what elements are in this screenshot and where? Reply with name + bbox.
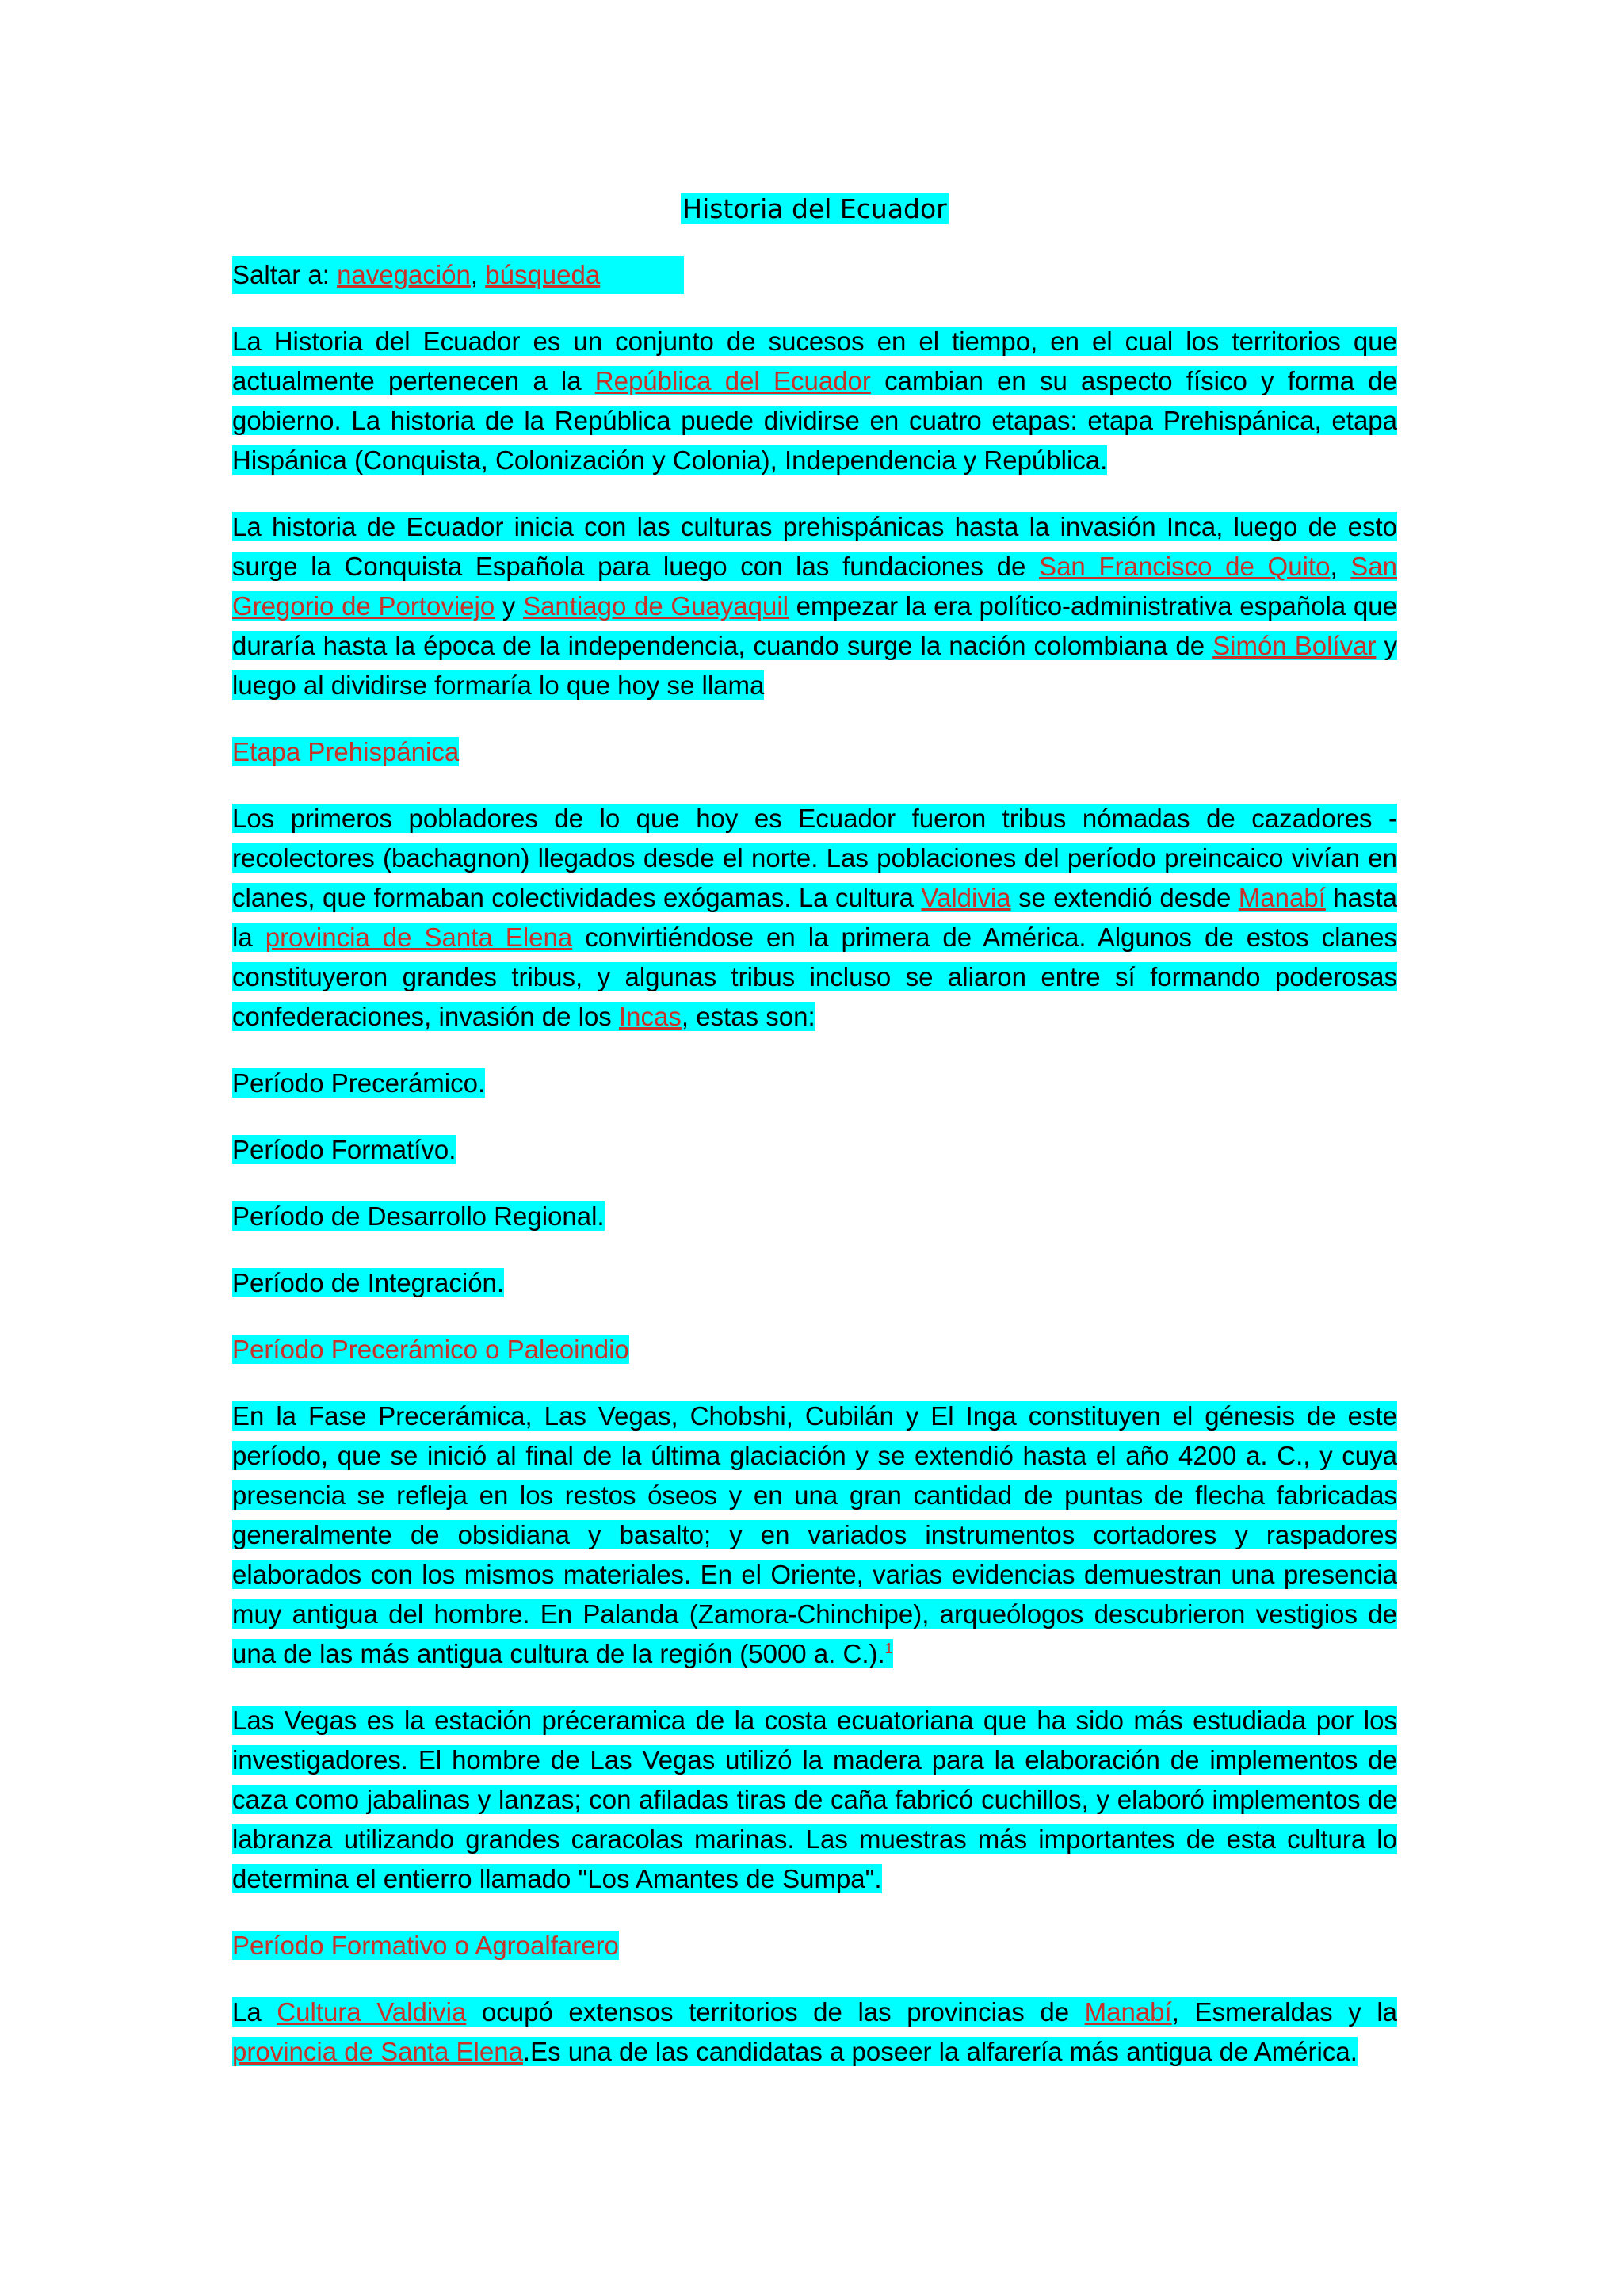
link-manabi[interactable]: Manabí [1084,1997,1172,2027]
search-link[interactable]: búsqueda [485,260,601,289]
text-run: La [232,1997,277,2027]
period-item [232,1064,1397,1103]
text-run: En la Fase Precerámica, Las Vegas, Chobshi, Cubilán y El Inga constituyen el génesis de este período, que se inició al final de la última glaciación y se extendió hasta el año 4200 a. C., y cuya presencia se refleja en los restos óseos y en una gran cantidad de puntas de flecha fabricadas generalmente de obsidiana y basalto; y en variados instrumentos cortadores y raspadores elaborados con los mismos materiales. En el Oriente, varias evidencias demuestran una presencia muy antigua del hombre. En Palanda (Zamora-Chinchipe), arqueólogos descubrieron vestigios de una de las más antigua cultura de la región (5000 a. C.). [232,1401,1397,1668]
preceramica-paragraph [232,1396,1397,1674]
footnote-ref[interactable]: 1 [884,1641,893,1656]
section-heading-preceramico [232,1330,1397,1370]
page-title: Historia del Ecuador [682,193,947,224]
intro-paragraph [232,322,1397,480]
text-run: Las Vegas es la estación préceramica de la costa ecuatoriana que ha sido más estudiada por los investigadores. El hombre de Las Vegas utilizó la madera para la elaboración de implementos de caza como jabalinas y lanzas; con afiladas tiras de caña fabricó cuchillos, y elaboró implementos de labranza utilizando grandes caracolas marinas. Las muestras más importantes de esta cultura lo determina el entierro llamado "Los Amantes de Sumpa". [232,1706,1397,1893]
text-run: y luego al dividirse formaría lo que hoy se llama [232,631,1397,700]
link-provincia-de-santa-elena[interactable]: provincia de Santa Elena [265,923,573,952]
text-run: , estas son: [681,1002,815,1031]
las-vegas-paragraph [232,1701,1397,1899]
link-valdivia[interactable]: Valdivia [921,883,1011,912]
heading-text: Período Formativo o Agroalfarero [232,1931,619,1960]
text-run: La Historia del Ecuador es un conjunto de sucesos en el tiempo, en el cual los territorios que actualmente pertenecen a la [232,327,1397,395]
link-republica-del-ecuador[interactable]: República del Ecuador [594,366,871,395]
text-run: , [1330,552,1351,581]
section-heading-prehispanica [232,732,1397,772]
skip-links [232,256,684,294]
period-label: Período Precerámico. [232,1068,486,1098]
skip-separator: , [470,260,486,289]
link-provincia-de-santa-elena[interactable]: provincia de Santa Elena [232,2037,523,2066]
link-cultura-valdivia[interactable]: Cultura Valdivia [277,1997,467,2027]
period-item [232,1263,1397,1303]
period-label: Período de Integración. [232,1268,505,1297]
link-incas[interactable]: Incas [618,1002,682,1031]
text-run: cambian en su aspecto físico y forma de gobierno. La historia de la República puede dividirse en cuatro etapas: etapa Prehispánica, etapa Hispánica (Conquista, Colonización y Colonia), Independencia y República. [232,366,1397,475]
text-run: convirtiéndose en la primera de América. Algunos de estos clanes constituyeron grandes tribus, y algunas tribus incluso se aliaron entre sí formando poderosas confederaciones, invasión de los [232,923,1398,1031]
text-run: .Es una de las candidatas a poseer la alfarería más antigua de América. [522,2037,1358,2066]
link-simon-bolivar[interactable]: Simón Bolívar [1212,631,1377,660]
period-label: Período de Desarrollo Regional. [232,1201,605,1231]
period-label: Período Formatívo. [232,1135,456,1164]
link-manabi[interactable]: Manabí [1238,883,1326,912]
link-san-gregorio-de-portoviejo[interactable]: San Gregorio de Portoviejo [232,552,1398,621]
navigation-link[interactable]: navegación [337,260,471,289]
link-san-francisco-de-quito[interactable]: San Francisco de Quito [1039,552,1331,581]
pobladores-paragraph [232,799,1397,1037]
valdivia-paragraph [232,1992,1397,2072]
text-run: hasta la [232,883,1397,952]
text-run: empezar la era político-administrativa española que duraría hasta la época de la independencia, cuando surge la nación colombiana de [232,591,1397,660]
skip-prefix: Saltar a: [232,260,338,289]
text-run: ocupó extensos territorios de las provincias de [466,1997,1085,2027]
text-run: y [495,591,524,621]
link-santiago-de-guayaquil[interactable]: Santiago de Guayaquil [523,591,789,621]
period-item [232,1130,1397,1170]
title-row [232,190,1397,228]
heading-text: Período Precerámico o Paleoindio [232,1335,629,1364]
text-run: , Esmeraldas y la [1171,1997,1398,2027]
section-heading-formativo [232,1926,1397,1966]
heading-text: Etapa Prehispánica [232,737,460,766]
document-page [232,190,1397,2099]
text-run: Los primeros pobladores de lo que hoy es Ecuador fueron tribus nómadas de cazadores - recolectores (bachagnon) llegados desde el norte. Las poblaciones del período preincaico vivían en clanes, que formaban colectividades exógamas. La cultura [232,804,1397,912]
period-item [232,1197,1397,1236]
text-run: La historia de Ecuador inicia con las culturas prehispánicas hasta la invasión Inca, luego de esto surge la Conquista Española para luego con las fundaciones de [232,512,1397,581]
history-paragraph [232,507,1397,705]
text-run: se extendió desde [1010,883,1239,912]
